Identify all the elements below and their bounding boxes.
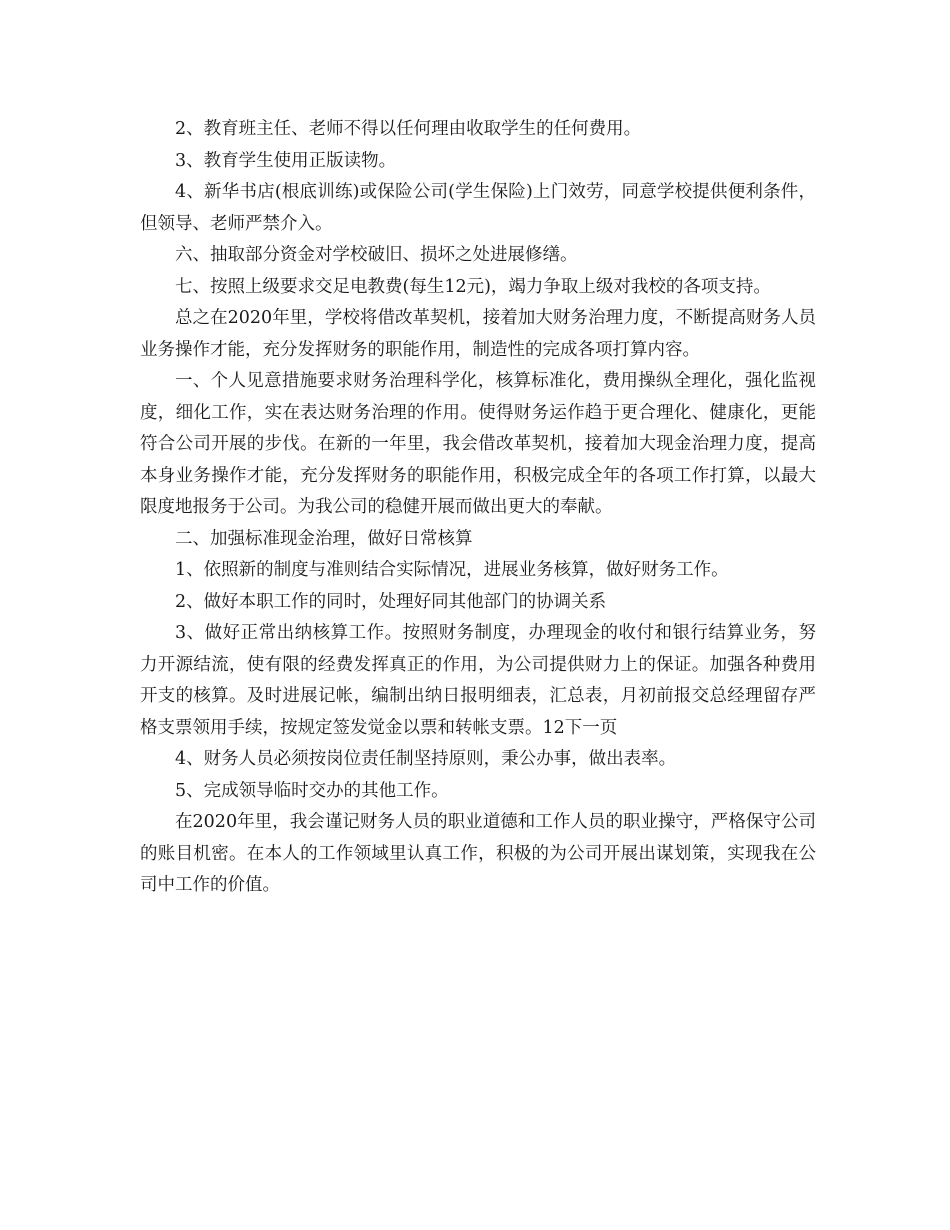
paragraph: 3、教育学生使用正版读物。 (175, 150, 397, 171)
section-heading: 二、加强标准现金治理，做好日常核算 (175, 528, 473, 549)
paragraph: 七、按照上级要求交足电教费(每生12元)，竭力争取上级对我校的各项支持。 (175, 276, 771, 297)
paragraph: 3、做好正常出纳核算工作。按照财务制度，办理现金的收付和银行结算业务，努力开源结流，使有限的经费发挥真正的作用，为公司提供财力上的保证。加强各种费用开支的核算。及时进展记帐，编制出纳日报明细表，汇总表，月初前报交总经理留存严格支票领用手续，按规定签发觉金以票和转帐支票。12下一页 (140, 623, 816, 738)
paragraph: 4、新华书店(根底训练)或保险公司(学生保险)上门效劳，同意学校提供便利条件，但领导、老师严禁介入。 (140, 182, 816, 234)
paragraph: 六、抽取部分资金对学校破旧、损坏之处进展修缮。 (175, 245, 578, 265)
paragraph: 2、教育班主任、老师不得以任何理由收取学生的任何费用。 (175, 119, 642, 139)
paragraph: 2、做好本职工作的同时，处理好同其他部门的协调关系 (175, 591, 607, 612)
paragraph: 在2020年里，我会谨记财务人员的职业道德和工作人员的职业操守，严格保守公司的账目机密。在本人的工作领域里认真工作，积极的为公司开展出谋划策，实现我在公司中工作的价值。 (140, 812, 816, 895)
paragraph: 1、依照新的制度与准则结合实际情况，进展业务核算，做好财务工作。 (175, 560, 729, 580)
paragraph: 总之在2020年里，学校将借改革契机，接着加大财务治理力度，不断提高财务人员业务操作才能，充分发挥财务的职能作用，制造性的完成各项打算内容。 (140, 308, 816, 360)
paragraph: 5、完成领导临时交办的其他工作。 (175, 780, 449, 801)
document-body (140, 114, 816, 902)
paragraph: 一、个人见意措施要求财务治理科学化，核算标准化，费用操纵全理化，强化监视度，细化工作，实在表达财务治理的作用。使得财务运作趋于更合理化、健康化，更能符合公司开展的步伐。在新的一年里，我会借改革契机，接着加大现金治理力度，提高本身业务操作才能，充分发挥财务的职能作用，积极完成全年的各项工作打算，以最大限度地报务于公司。为我公司的稳健开展而做出更大的奉献。 (140, 371, 816, 517)
paragraph: 4、财务人员必须按岗位责任制坚持原则，秉公办事，做出表率。 (175, 749, 677, 769)
